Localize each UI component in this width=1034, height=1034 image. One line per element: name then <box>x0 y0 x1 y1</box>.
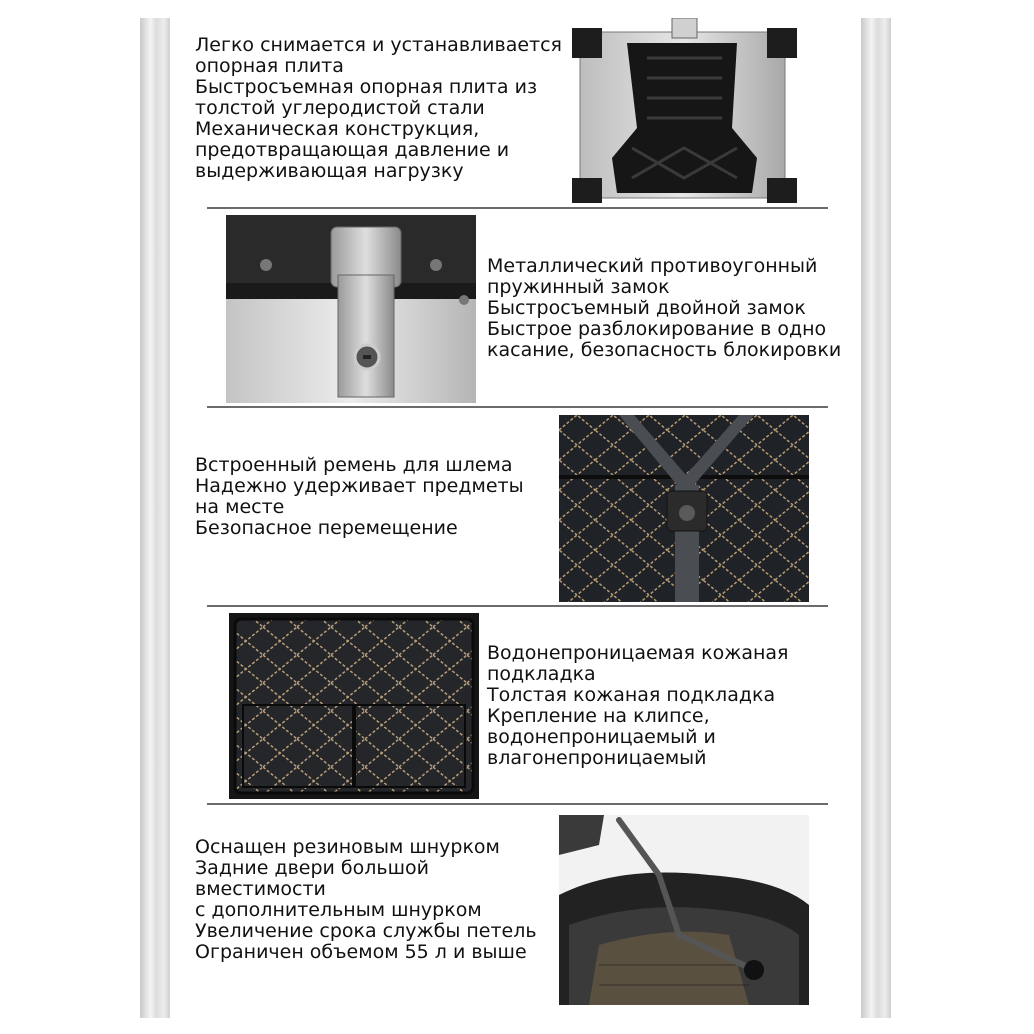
section-divider <box>207 605 828 607</box>
section-divider <box>207 406 828 408</box>
feature-line: предотвращающая давление и <box>195 139 510 161</box>
feature-line: водонепроницаемый и <box>487 726 716 748</box>
mounting-plate-photo <box>572 18 797 203</box>
feature-line: толстой углеродистой стали <box>195 97 485 119</box>
feature-line: касание, безопасность блокировки <box>487 339 842 361</box>
feature-line: на месте <box>195 496 285 518</box>
feature-line: с дополнительным шнурком <box>195 899 482 921</box>
feature-line: Быстросъемный двойной замок <box>487 297 806 319</box>
feature-line: пружинный замок <box>487 276 670 298</box>
spring-lock-photo <box>226 215 476 403</box>
feature-line: Быстросъемная опорная плита из <box>195 76 538 98</box>
rubber-cord-photo <box>559 815 809 1005</box>
section-2-text <box>487 256 841 361</box>
section-divider <box>207 803 828 805</box>
feature-line: Быстрое разблокирование в одно <box>487 318 827 340</box>
section-4-text <box>487 643 788 769</box>
feature-line: Крепление на клипсе, <box>487 705 710 727</box>
left-decor-bar <box>140 18 170 1018</box>
feature-line: Безопасное перемещение <box>195 517 458 539</box>
feature-line: Надежно удерживает предметы <box>195 475 524 497</box>
feature-line: Водонепроницаемая кожаная <box>487 642 789 664</box>
feature-line: Увеличение срока службы петель <box>195 920 537 942</box>
feature-line: опорная плита <box>195 55 344 77</box>
helmet-strap-photo <box>559 415 809 602</box>
feature-line: влагонепроницаемый <box>487 747 707 769</box>
feature-line: Механическая конструкция, <box>195 118 480 140</box>
feature-line: Металлический противоугонный <box>487 255 818 277</box>
feature-line: подкладка <box>487 663 596 685</box>
feature-line: Оснащен резиновым шнурком <box>195 836 500 858</box>
feature-line: Задние двери большой <box>195 857 429 879</box>
section-5-text <box>195 837 537 963</box>
feature-line: Толстая кожаная подкладка <box>487 684 776 706</box>
feature-line: Легко снимается и устанавливается <box>195 34 562 56</box>
leather-lining-photo <box>229 613 479 799</box>
section-divider <box>207 207 828 209</box>
right-decor-bar <box>861 18 891 1018</box>
section-3-text <box>195 455 524 539</box>
section-1-text <box>195 35 562 182</box>
feature-line: выдерживающая нагрузку <box>195 160 464 182</box>
feature-line: Встроенный ремень для шлема <box>195 454 513 476</box>
feature-line: вместимости <box>195 878 326 900</box>
feature-line: Ограничен объемом 55 л и выше <box>195 941 527 963</box>
